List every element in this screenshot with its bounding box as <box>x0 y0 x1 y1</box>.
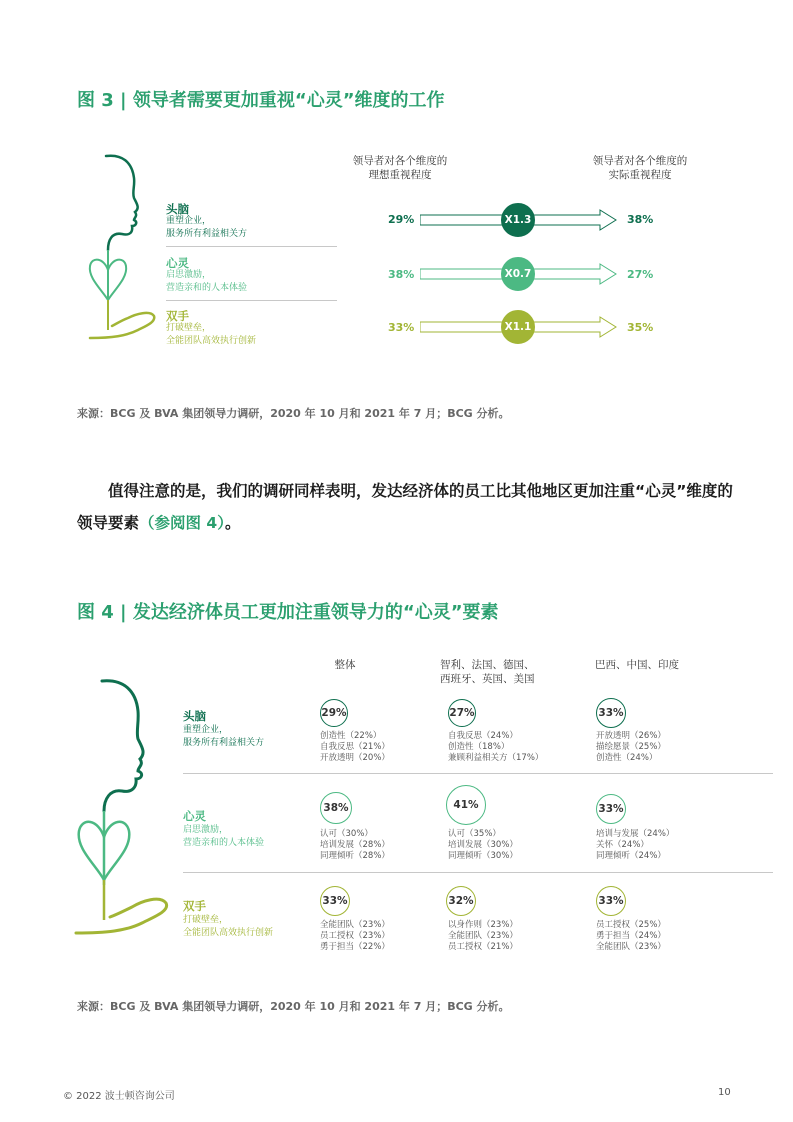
dimension-hands-title: 双手 <box>183 899 206 913</box>
pct-circle: 32% <box>446 886 476 916</box>
row-divider <box>166 300 337 301</box>
factor-list: 认可（30%） 培训发展（28%） 同理倾听（28%） <box>320 829 390 861</box>
dimension-head-title: 头脑 <box>183 709 206 723</box>
dimension-hands-title: 双手 <box>166 309 189 323</box>
paragraph-text: 值得注意的是，我们的调研同样表明，发达经济体的员工比其他地区更加注重“心灵”维度的领导要素 <box>77 482 733 532</box>
factor-list: 培训与发展（24%） 关怀（24%） 同理倾听（24%） <box>596 829 675 861</box>
row-divider <box>183 773 773 774</box>
pct-circle: 33% <box>596 886 626 916</box>
column-header-overall: 整体 <box>334 659 356 671</box>
dimension-head-subtitle: 重塑企业， 服务所有利益相关方 <box>183 725 265 748</box>
actual-value-heart: 27% <box>627 268 654 281</box>
pct-circle: 33% <box>320 886 350 916</box>
ideal-value-hands: 33% <box>388 321 415 334</box>
factor-list: 全能团队（23%） 员工授权（23%） 勇于担当（22%） <box>320 920 390 952</box>
head-illustration-icon <box>70 675 180 945</box>
figure-3-title: 图 3 | 领导者需要更加重视“心灵”维度的工作 <box>77 90 445 111</box>
factor-list: 认可（35%） 培训发展（30%） 同理倾听（30%） <box>448 829 518 861</box>
multiplier-heart: X0.7 <box>501 257 535 291</box>
dimension-hands-subtitle: 打破壁垒， 全能团队高效执行创新 <box>183 915 274 938</box>
multiplier-head: X1.3 <box>501 203 535 237</box>
copyright: © 2022 波士顿咨询公司 <box>63 1091 175 1102</box>
dimension-heart-title: 心灵 <box>166 256 189 270</box>
pct-circle: 29% <box>320 699 348 727</box>
factor-list: 自我反思（24%） 创造性（18%） 兼顾利益相关方（17%） <box>448 731 544 763</box>
row-divider <box>183 872 773 873</box>
actual-column-header: 领导者对各个维度的 实际重视程度 <box>592 155 688 181</box>
column-header-developed: 智利、法国、德国、 西班牙、英国、美国 <box>440 659 535 685</box>
figure-4-source: 来源：BCG 及 BVA 集团领导力调研，2020 年 10 月和 2021 年 7 月；BCG 分析。 <box>77 1000 510 1013</box>
pct-circle: 38% <box>320 792 352 824</box>
dimension-heart-subtitle: 启思激励， 营造亲和的人本体验 <box>183 825 265 848</box>
factor-list: 开放透明（26%） 描绘愿景（25%） 创造性（24%） <box>596 731 666 763</box>
figure-4-reference-link[interactable]: （参阅图 4） <box>139 514 225 532</box>
actual-value-hands: 35% <box>627 321 654 334</box>
dimension-heart-subtitle: 启思激励， 营造亲和的人本体验 <box>166 270 248 293</box>
pct-circle: 33% <box>596 698 626 728</box>
pct-circle: 41% <box>446 785 486 825</box>
ideal-value-heart: 38% <box>388 268 415 281</box>
factor-list: 创造性（22%） 自我反思（21%） 开放透明（20%） <box>320 731 390 763</box>
factor-list: 员工授权（25%） 勇于担当（24%） 全能团队（23%） <box>596 920 666 952</box>
ideal-value-head: 29% <box>388 213 415 226</box>
dimension-hands-subtitle: 打破壁垒， 全能团队高效执行创新 <box>166 323 257 346</box>
head-illustration-icon <box>82 150 162 345</box>
column-header-emerging: 巴西、中国、印度 <box>595 659 679 671</box>
row-divider <box>166 246 337 247</box>
page-number: 10 <box>718 1087 731 1098</box>
paragraph-end: 。 <box>224 514 241 532</box>
figure-4-title: 图 4 | 发达经济体员工更加注重领导力的“心灵”要素 <box>77 602 499 623</box>
multiplier-hands: X1.1 <box>501 310 535 344</box>
pct-circle: 27% <box>448 699 476 727</box>
actual-value-head: 38% <box>627 213 654 226</box>
pct-circle: 33% <box>596 794 626 824</box>
ideal-column-header: 领导者对各个维度的 理想重视程度 <box>352 155 448 181</box>
body-paragraph <box>77 475 733 539</box>
dimension-head-subtitle: 重塑企业， 服务所有利益相关方 <box>166 216 248 239</box>
factor-list: 以身作则（23%） 全能团队（23%） 员工授权（21%） <box>448 920 518 952</box>
dimension-heart-title: 心灵 <box>183 809 206 823</box>
dimension-head-title: 头脑 <box>166 202 189 216</box>
figure-3-source: 来源：BCG 及 BVA 集团领导力调研，2020 年 10 月和 2021 年 7 月；BCG 分析。 <box>77 407 510 420</box>
